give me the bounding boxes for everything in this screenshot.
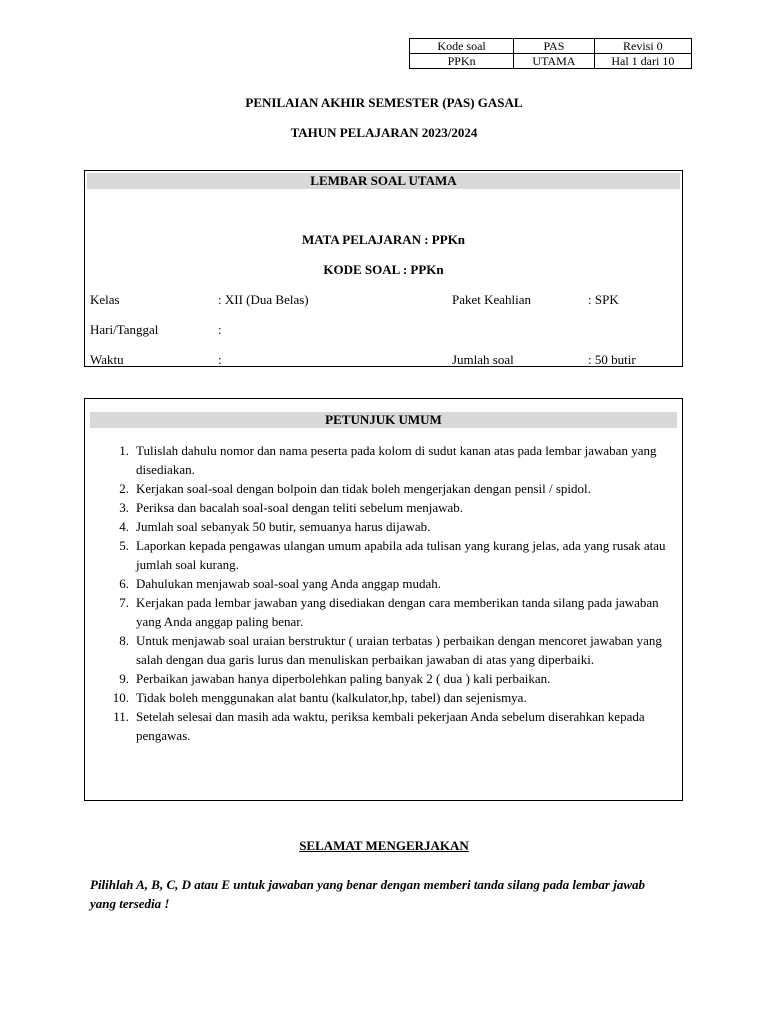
kelas-label: Kelas <box>90 292 120 307</box>
list-item-number: 1. <box>119 443 129 458</box>
list-item <box>103 498 671 517</box>
list-item-text: Tulislah dahulu nomor dan nama peserta pada kolom di sudut kanan atas pada lembar jawaban yang disediakan. <box>136 443 657 477</box>
list-item <box>103 574 671 593</box>
list-item-number: 8. <box>119 633 129 648</box>
code-table-value-row <box>410 54 692 69</box>
list-item-number: 7. <box>119 595 129 610</box>
closing-text: SELAMAT MENGERJAKAN <box>299 838 469 853</box>
list-item-text: Kerjakan pada lembar jawaban yang disediakan dengan cara memberikan tanda silang pada jawaban yang Anda anggap paling benar. <box>136 595 659 629</box>
code-table-cell: Revisi 0 <box>594 39 691 54</box>
list-item-text: Laporkan kepada pengawas ulangan umum apabila ada tulisan yang kurang jelas, ada yang rusak atau jumlah soal kurang. <box>136 538 666 572</box>
list-item-text: Untuk menjawab soal uraian berstruktur ( uraian terbatas ) perbaikan dengan mencoret jawaban yang salah dengan dua garis lurus dan menuliskan perbaikan jawaban di atas yang diperbaiki. <box>136 633 662 667</box>
exam-info-box <box>84 170 683 367</box>
list-item-number: 9. <box>119 671 129 686</box>
paket-value: : SPK <box>588 292 619 307</box>
academic-year: TAHUN PELAJARAN 2023/2024 <box>290 125 478 140</box>
list-item-text: Setelah selesai dan masih ada waktu, periksa kembali pekerjaan Anda sebelum diserahkan kepada pengawas. <box>136 709 645 743</box>
list-item-text: Tidak boleh menggunakan alat bantu (kalkulator,hp, tabel) dan sejenismya. <box>136 690 527 705</box>
kelas-value: : XII (Dua Belas) <box>218 292 309 307</box>
subject-line: MATA PELAJARAN : PPKn <box>301 232 466 247</box>
list-item <box>103 441 671 479</box>
exam-title: PENILAIAN AKHIR SEMESTER (PAS) GASAL <box>245 95 523 110</box>
list-item <box>103 517 671 536</box>
jumlah-value: : 50 butir <box>588 352 636 367</box>
code-table-cell: Hal 1 dari 10 <box>594 54 691 69</box>
code-table-cell: PPKn <box>410 54 514 69</box>
list-item-number: 5. <box>119 538 129 553</box>
list-item <box>103 593 671 631</box>
code-table-cell: UTAMA <box>514 54 595 69</box>
list-item-number: 11. <box>113 709 129 724</box>
list-item <box>103 707 671 745</box>
general-instructions-header: PETUNJUK UMUM <box>90 412 677 428</box>
list-item-number: 6. <box>119 576 129 591</box>
list-item-text: Periksa dan bacalah soal-soal dengan teliti sebelum menjawab. <box>136 500 464 515</box>
exam-code-line: KODE SOAL : PPKn <box>323 262 444 277</box>
general-instructions-box <box>84 398 683 801</box>
list-item <box>103 688 671 707</box>
code-table-cell: PAS <box>514 39 595 54</box>
list-item <box>103 536 671 574</box>
list-item-text: Kerjakan soal-soal dengan bolpoin dan tidak boleh mengerjakan dengan pensil / spidol. <box>136 481 591 496</box>
waktu-value: : <box>218 352 222 367</box>
hari-label: Hari/Tanggal <box>90 322 159 337</box>
answer-instruction: Pilihlah A, B, C, D atau E untuk jawaban yang benar dengan memberi tanda silang pada lembar jawab yang tersedia ! <box>90 877 646 911</box>
waktu-label: Waktu <box>90 352 124 367</box>
hari-value: : <box>218 322 222 337</box>
code-table-header-row <box>410 39 692 54</box>
instructions-list <box>103 441 671 745</box>
paket-label: Paket Keahlian <box>452 292 532 307</box>
list-item <box>103 631 671 669</box>
list-item-text: Dahulukan menjawab soal-soal yang Anda anggap mudah. <box>136 576 442 591</box>
list-item <box>103 479 671 498</box>
list-item <box>103 669 671 688</box>
list-item-number: 4. <box>119 519 129 534</box>
code-table-cell: Kode soal <box>410 39 514 54</box>
list-item-number: 3. <box>119 500 129 515</box>
list-item-number: 10. <box>112 690 129 705</box>
list-item-text: Perbaikan jawaban hanya diperbolehkan paling banyak 2 ( dua ) kali perbaikan. <box>136 671 551 686</box>
code-table <box>409 38 692 69</box>
list-item-text: Jumlah soal sebanyak 50 butir, semuanya harus dijawab. <box>136 519 431 534</box>
exam-info-header: LEMBAR SOAL UTAMA <box>87 173 680 189</box>
list-item-number: 2. <box>119 481 129 496</box>
jumlah-label: Jumlah soal <box>452 352 514 367</box>
